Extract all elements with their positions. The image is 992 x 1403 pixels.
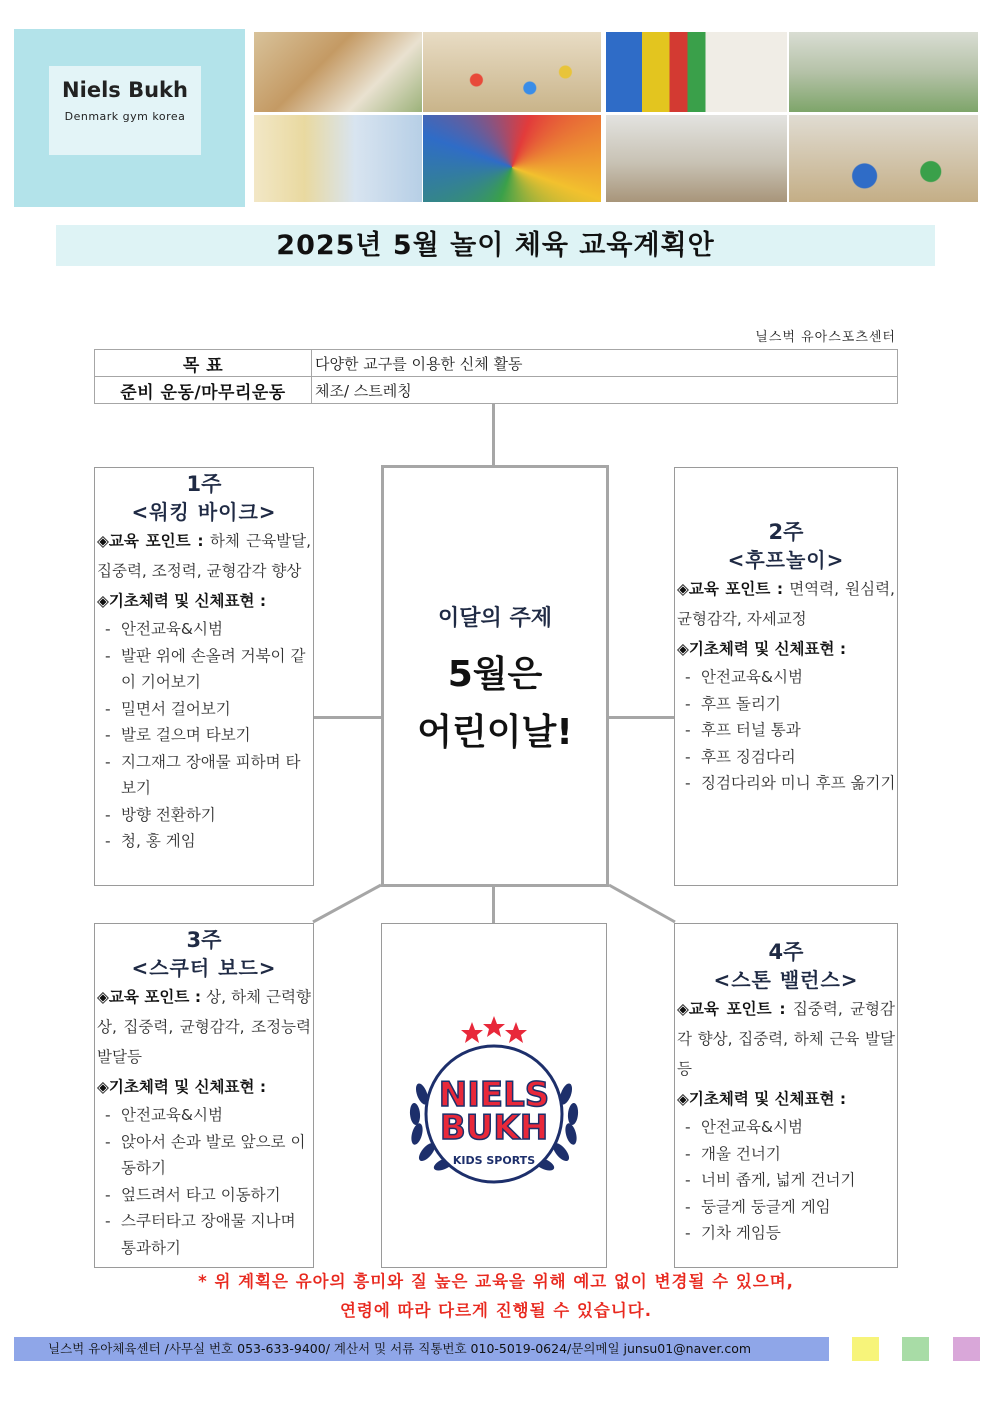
list-item: - 앉아서 손과 발로 앞으로 이동하기 (105, 1129, 313, 1182)
week1-activities (95, 616, 313, 855)
list-item: - 안전교육&시범 (685, 664, 897, 691)
goal-key: 목 표 (95, 350, 312, 377)
list-item: - 안전교육&시범 (685, 1114, 897, 1141)
swatch-yellow (852, 1337, 879, 1361)
week1-box (94, 467, 314, 886)
swatch-green (902, 1337, 929, 1361)
logo-word-1: NIELS (438, 1075, 550, 1115)
list-item: - 청, 홍 게임 (105, 828, 313, 855)
week4-fitness-label: ◈기초체력 및 신체표현 : (677, 1090, 847, 1108)
list-item: - 너비 좁게, 넓게 건너기 (685, 1167, 897, 1194)
week4-point-label: ◈교육 포인트 : (677, 1000, 786, 1018)
connector-diag-right (609, 885, 675, 922)
list-item: - 안전교육&시범 (105, 616, 313, 643)
week3-point (95, 982, 313, 1072)
logo-wordmark (439, 1075, 549, 1167)
list-item: - 발로 걸으며 타보기 (105, 722, 313, 749)
week3-point-text: 상, 하체 근력향상, 집중력, 균형감각, 조정능력 발달등 (97, 988, 311, 1066)
list-item: - 지그재그 장애물 피하며 타보기 (105, 749, 313, 802)
logo-stars-icon (461, 1016, 527, 1043)
warmup-key: 준비 운동/마무리운동 (95, 377, 312, 404)
list-item: - 스쿠터타고 장애물 지나며 통과하기 (105, 1208, 313, 1261)
connector-diag-left (313, 885, 381, 922)
week1-point-label: ◈교육 포인트 : (97, 532, 204, 550)
list-item: - 기차 게임등 (685, 1220, 897, 1247)
list-item: - 안전교육&시범 (105, 1102, 313, 1129)
swatch-pink (953, 1337, 980, 1361)
theme-main (384, 646, 606, 762)
warmup-value: 체조/ 스트레칭 (312, 377, 898, 404)
theme-line-2: 5월은 (447, 654, 543, 695)
week1-title: <워킹 바이크> (131, 500, 277, 524)
list-item: - 방향 전환하기 (105, 802, 313, 829)
week3-box (94, 923, 314, 1268)
week4-activities (675, 1114, 897, 1247)
logo-box (381, 923, 607, 1268)
week2-point-label: ◈교육 포인트 : (677, 580, 784, 598)
week4-label: 4주 (768, 940, 804, 964)
week2-point (675, 574, 897, 634)
monthly-theme-box (381, 465, 609, 887)
notice-line-1: * 위 계획은 유아의 흥미와 질 높은 교육을 위해 예고 없이 변경될 수 있으며, (198, 1272, 794, 1291)
week3-point-label: ◈교육 포인트 : (97, 988, 202, 1006)
week2-activities (675, 664, 897, 797)
theme-heading: 이달의 주제 (438, 606, 552, 631)
week1-point-text: 하체 근육발달, 집중력, 조정력, 균형감각 향상 (97, 532, 311, 580)
brand-name: Niels Bukh (62, 78, 188, 102)
footer-bar (14, 1337, 829, 1361)
list-item: - 밀면서 걸어보기 (105, 696, 313, 723)
notice-line-2: 연령에 따라 다르게 진행될 수 있습니다. (339, 1301, 652, 1320)
week3-title: <스쿠터 보드> (131, 956, 277, 980)
list-item: - 후프 징검다리 (685, 744, 897, 771)
week4-box (674, 923, 898, 1268)
week2-title: <후프놀이> (727, 548, 845, 572)
list-item: - 엎드려서 타고 이동하기 (105, 1182, 313, 1209)
week1-label: 1주 (186, 472, 222, 496)
list-item: - 개울 건너기 (685, 1141, 897, 1168)
list-item: - 징검다리와 미니 후프 옮기기 (685, 770, 897, 797)
center-name: 닐스벅 유아스포츠센터 (755, 330, 896, 345)
week3-activities (95, 1102, 313, 1261)
logo-word-2: BUKH (439, 1108, 549, 1148)
week1-point (95, 526, 313, 586)
week2-point-text: 면역력, 원심력, 균형감각, 자세교정 (677, 580, 895, 628)
theme-line-3: 어린이날! (417, 712, 573, 753)
week3-label: 3주 (186, 928, 222, 952)
logo-subtext: KIDS SPORTS (452, 1154, 536, 1167)
list-item: - 발판 위에 손올려 거북이 같이 기어보기 (105, 643, 313, 696)
week3-fitness-label: ◈기초체력 및 신체표현 : (97, 1078, 267, 1096)
week1-fitness-label: ◈기초체력 및 신체표현 : (97, 592, 267, 610)
week2-label: 2주 (768, 520, 804, 544)
niels-bukh-logo (382, 924, 606, 1267)
week4-title: <스톤 밸런스> (713, 968, 859, 992)
footer-contact: 닐스벅 유아체육센터 /사무실 번호 053-633-9400/ 계산서 및 서류 직통번호 010-5019-0624/문의메일 junsu01@naver.com (48, 1341, 752, 1356)
goal-value: 다양한 교구를 이용한 신체 활동 (312, 350, 898, 377)
week4-point (675, 994, 897, 1084)
week4-point-text: 집중력, 균형감각 향상, 집중력, 하체 근육 발달등 (677, 1000, 895, 1078)
week2-fitness-label: ◈기초체력 및 신체표현 : (677, 640, 847, 658)
brand-tagline: Denmark gym korea (64, 110, 186, 123)
list-item: - 둥글게 둥글게 게임 (685, 1194, 897, 1221)
page-title: 2025년 5월 놀이 체육 교육계획안 (276, 230, 715, 261)
list-item: - 후프 돌리기 (685, 691, 897, 718)
week2-box (674, 467, 898, 886)
list-item: - 후프 터널 통과 (685, 717, 897, 744)
